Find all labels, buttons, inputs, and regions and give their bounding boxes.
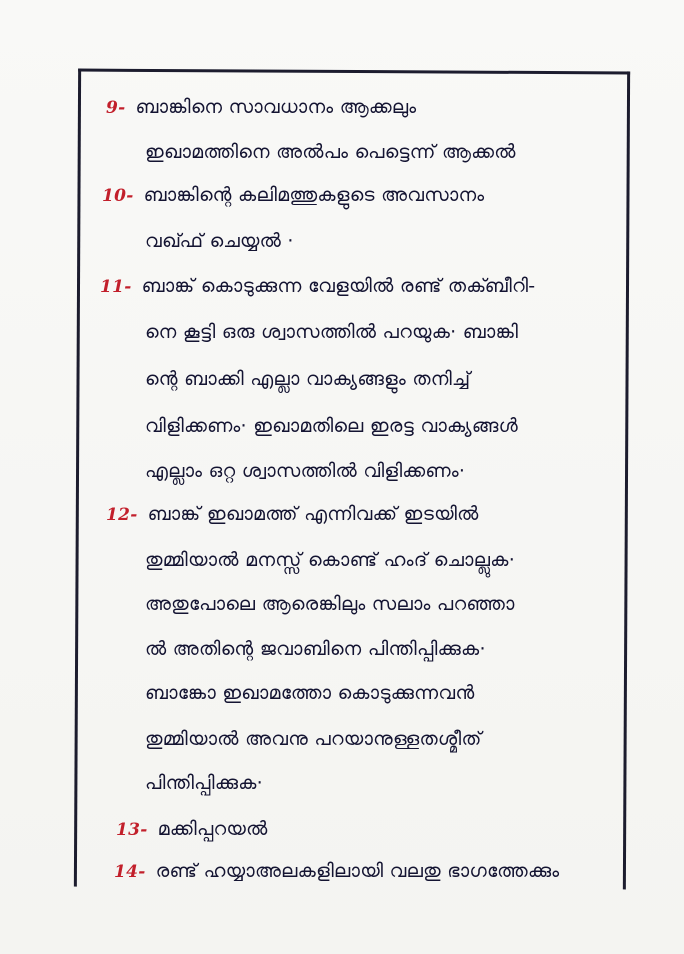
item-11-line-1 [100, 277, 535, 296]
item-9-line-2 [145, 143, 516, 162]
item-text: ൽ അതിന്റെ ജവാബിനെ പിന്തിപ്പിക്കുക· [145, 638, 486, 660]
item-number: 12- [106, 505, 138, 525]
item-text: ബാങ്ക് കൊടുക്കുന്ന വേളയിൽ രണ്ട് തക്ബീറി- [141, 275, 536, 297]
item-text: അതുപോലെ ആരെങ്കിലും സലാം പറഞ്ഞാ [145, 593, 515, 615]
item-number: 10- [102, 186, 134, 206]
item-text: വിളിക്കണം· ഇഖാമതിലെ ഇരട്ട വാക്യങ്ങൾ [145, 415, 519, 437]
item-12-line-1 [106, 505, 479, 524]
item-11-line-4 [145, 417, 518, 436]
item-number: 14- [114, 862, 146, 882]
item-text: നെ കൂട്ടി ഒരു ശ്വാസത്തിൽ പറയുക· ബാങ്കി [145, 321, 519, 343]
item-12-line-4 [145, 640, 486, 659]
item-text: ബാങ്കിനെ സാവധാനം ആക്കലും [135, 96, 417, 118]
item-text: ന്റെ ബാക്കി എല്ലാ വാക്യങ്ങളും തനിച്ച് [145, 368, 471, 390]
item-14-line-1 [114, 862, 559, 881]
item-number: 13- [116, 820, 148, 840]
item-text: ബാങ്കിന്റെ കലിമത്തുകളുടെ അവസാനം [143, 184, 485, 206]
item-text: ബാങ്കോ ഇഖാമത്തോ കൊടുക്കുന്നവൻ [145, 682, 475, 704]
item-text: ഇഖാമത്തിനെ അൽപം പെട്ടെന്ന് ആക്കൽ [145, 141, 516, 163]
item-10-line-1 [102, 186, 484, 205]
item-10-line-2 [145, 232, 294, 251]
item-13-line-1 [116, 820, 268, 839]
item-12-line-6 [145, 730, 482, 749]
item-number: 9- [106, 98, 126, 118]
item-11-line-5 [145, 462, 465, 481]
item-11-line-3 [145, 370, 470, 389]
item-text: മക്കിപ്പറയൽ [157, 818, 268, 840]
item-text: വഖ്ഫ് ചെയ്യൽ · [145, 230, 294, 252]
item-text: എല്ലാം ഒറ്റ ശ്വാസത്തിൽ വിളിക്കണം· [145, 460, 466, 482]
item-12-line-5 [145, 684, 475, 703]
item-text: ബാങ്ക് ഇഖാമത്ത് എന്നിവക്ക് ഇടയിൽ [147, 503, 479, 525]
item-number: 11- [100, 277, 132, 297]
item-12-line-7 [145, 774, 263, 793]
item-text: രണ്ട് ഹയ്യാഅലകളിലായി വലതു ഭാഗത്തേക്കും [155, 860, 560, 882]
item-text: തുമ്മിയാൽ അവനു പറയാനുള്ളതശ്മീത് [145, 728, 482, 750]
item-11-line-2 [145, 323, 518, 342]
item-text: പിന്തിപ്പിക്കുക· [145, 772, 264, 794]
item-12-line-3 [145, 595, 515, 614]
item-12-line-2 [145, 551, 515, 570]
item-text: തുമ്മിയാൽ മനസ്സ് കൊണ്ട് ഹംദ് ചൊല്ലുക· [145, 549, 516, 571]
item-9-line-1 [106, 98, 416, 117]
